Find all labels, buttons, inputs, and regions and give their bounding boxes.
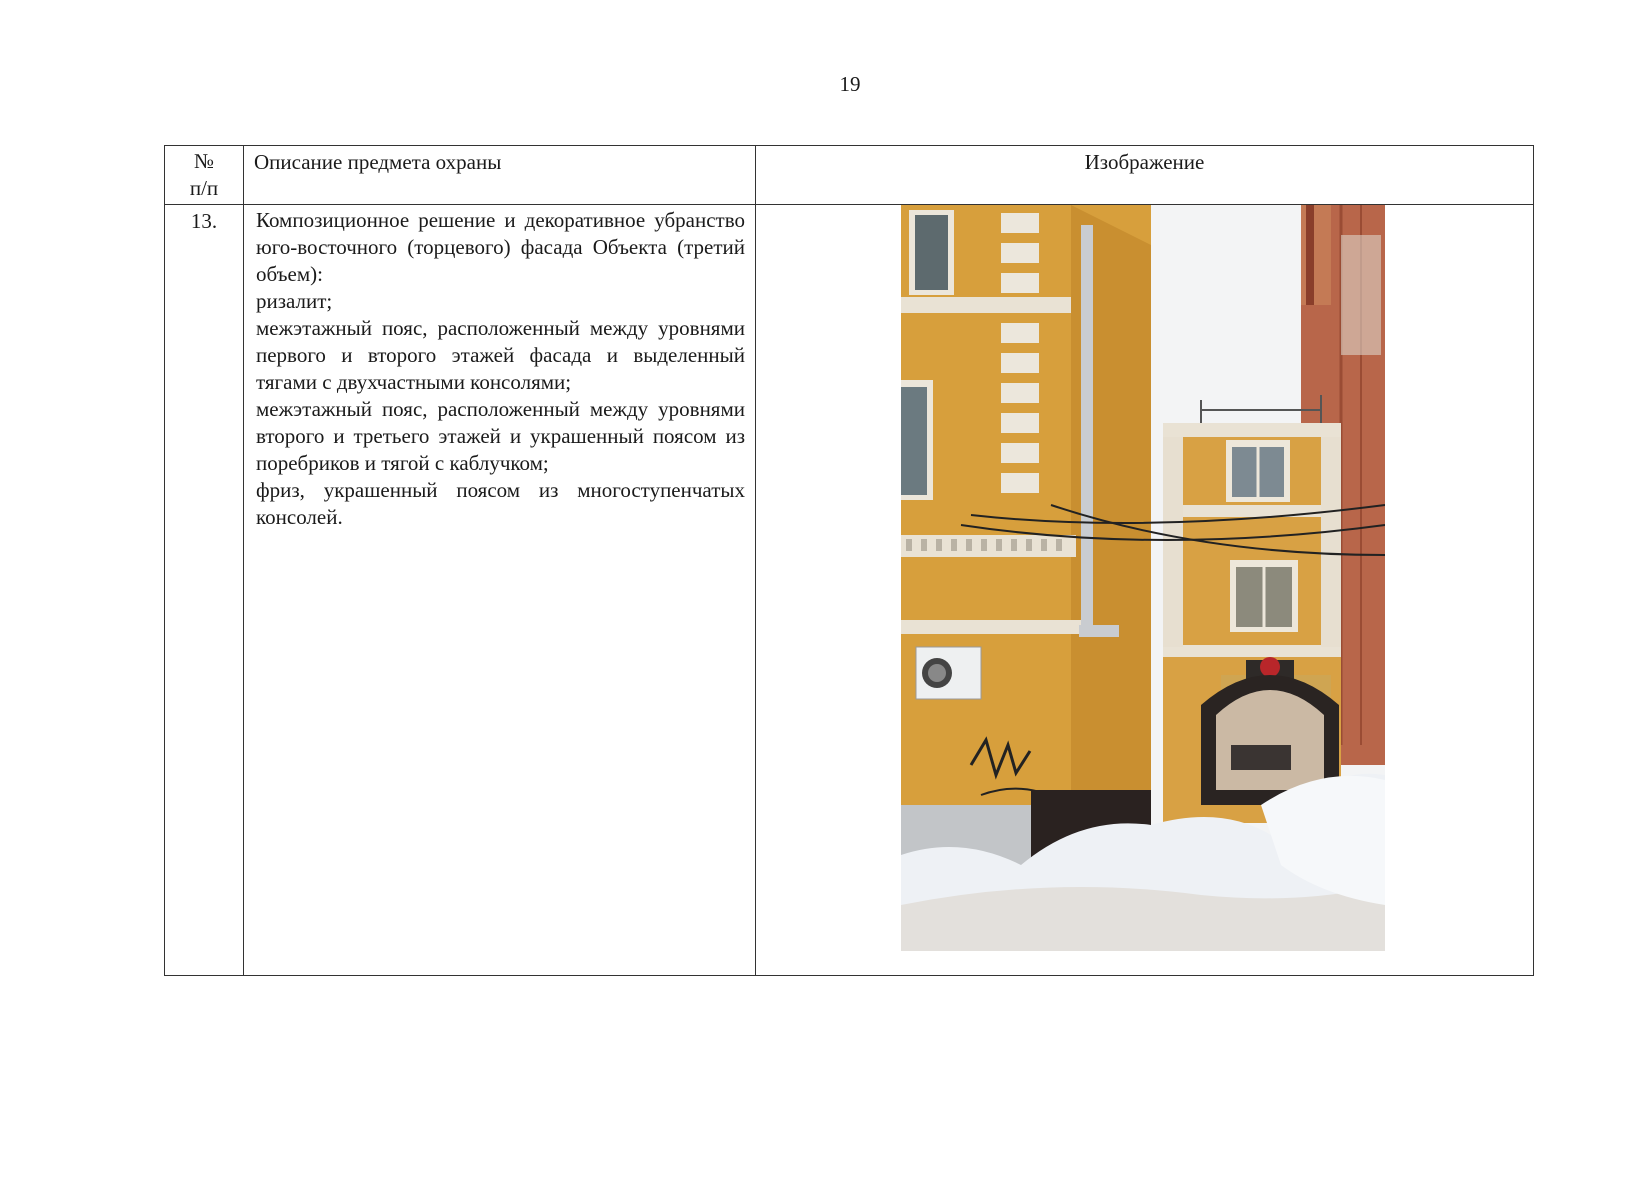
table-header-row: [165, 146, 1534, 205]
description-paragraph: ризалит;: [256, 289, 333, 313]
description-paragraph: межэтажный пояс, расположенный между уровнями второго и третьего этажей и украшенный поясом из поребриков и тягой с каблучком;: [256, 397, 745, 475]
header-number-symbol: №: [193, 149, 215, 173]
header-number: [165, 146, 244, 205]
table-row: [165, 205, 1534, 976]
header-description: Описание предмета охраны: [244, 146, 756, 205]
header-image: Изображение: [756, 146, 1534, 205]
description-paragraph: фриз, украшенный поясом из многоступенчатых консолей.: [256, 478, 745, 529]
description-paragraph: межэтажный пояс, расположенный между уровнями первого и второго этажей фасада и выделенный тягами с двухчастными консолями;: [256, 316, 745, 394]
page-number: 19: [839, 72, 861, 96]
row-description: [244, 205, 756, 976]
row-image-cell: [756, 205, 1534, 976]
protection-table: [164, 145, 1534, 976]
header-number-abbr: п/п: [189, 176, 219, 200]
facade-photo: [901, 205, 1385, 951]
description-paragraph: Композиционное решение и декоративное убранство юго-восточного (торцевого) фасада Объекта (третий объем):: [256, 208, 745, 286]
row-number: 13.: [165, 205, 244, 976]
